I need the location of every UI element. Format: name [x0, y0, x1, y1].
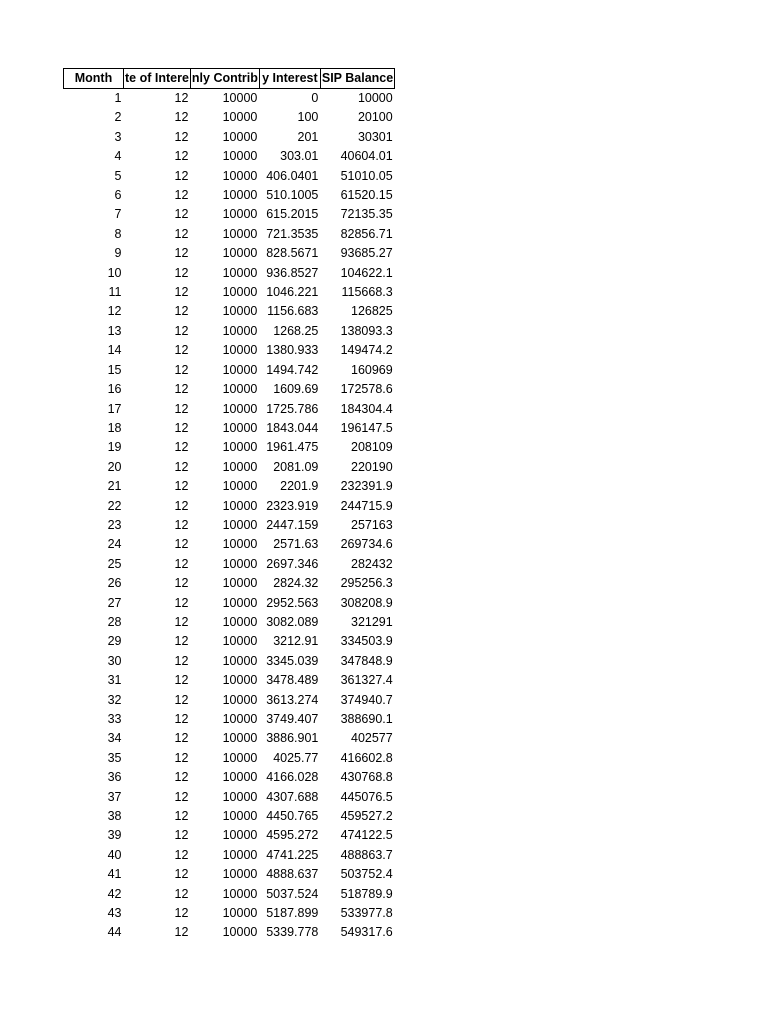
cell-interest: 1725.786 — [266, 401, 319, 416]
cell-month: 19 — [107, 440, 122, 455]
cell-rate: 12 — [174, 867, 189, 882]
table-row — [64, 497, 395, 516]
cell-rate: 12 — [174, 498, 189, 513]
cell-rate: 12 — [174, 149, 189, 164]
table-row — [64, 574, 395, 593]
header-month: Month — [64, 69, 124, 89]
cell-interest: 4741.225 — [266, 847, 319, 862]
cell-rate: 12 — [174, 614, 189, 629]
table-row — [64, 205, 395, 224]
cell-month: 44 — [107, 925, 122, 940]
table-row — [64, 594, 395, 613]
header-rate-of-interest: te of Intere — [124, 69, 191, 89]
cell-interest: 2447.159 — [266, 517, 319, 532]
cell-interest: 5037.524 — [266, 886, 319, 901]
cell-rate: 12 — [174, 770, 189, 785]
cell-month: 34 — [107, 731, 122, 746]
table-row — [64, 361, 395, 380]
cell-month: 3 — [114, 129, 122, 144]
cell-rate: 12 — [174, 556, 189, 571]
table-row — [64, 302, 395, 321]
cell-rate: 12 — [174, 789, 189, 804]
cell-balance: 402577 — [351, 731, 393, 746]
cell-balance: 347848.9 — [340, 653, 393, 668]
cell-balance: 518789.9 — [340, 886, 393, 901]
cell-contribution: 10000 — [222, 362, 258, 377]
table-row — [64, 613, 395, 632]
cell-rate: 12 — [174, 634, 189, 649]
cell-contribution: 10000 — [222, 576, 258, 591]
cell-interest: 2323.919 — [266, 498, 319, 513]
cell-rate: 12 — [174, 692, 189, 707]
header-monthly-contribution: nly Contrib — [190, 69, 259, 89]
cell-rate: 12 — [174, 925, 189, 940]
cell-contribution: 10000 — [222, 886, 258, 901]
table-row — [64, 244, 395, 263]
cell-interest: 406.0401 — [266, 168, 319, 183]
cell-rate: 12 — [174, 420, 189, 435]
cell-contribution: 10000 — [222, 420, 258, 435]
cell-interest: 303.01 — [280, 149, 319, 164]
cell-interest: 5187.899 — [266, 906, 319, 921]
cell-contribution: 10000 — [222, 440, 258, 455]
cell-interest: 1046.221 — [266, 285, 319, 300]
cell-balance: 196147.5 — [340, 420, 393, 435]
cell-interest: 1843.044 — [266, 420, 319, 435]
cell-rate: 12 — [174, 750, 189, 765]
cell-month: 18 — [107, 420, 122, 435]
cell-interest: 1961.475 — [266, 440, 319, 455]
cell-interest: 615.2015 — [266, 207, 319, 222]
cell-month: 35 — [107, 750, 122, 765]
cell-interest: 3478.489 — [266, 673, 319, 688]
cell-contribution: 10000 — [222, 712, 258, 726]
cell-contribution: 10000 — [222, 847, 258, 862]
table-row — [64, 749, 395, 768]
cell-month: 14 — [107, 343, 122, 358]
cell-month: 40 — [107, 847, 122, 862]
table-row — [64, 477, 395, 496]
cell-interest: 4595.272 — [266, 828, 319, 843]
cell-interest: 2571.63 — [273, 537, 319, 552]
cell-month: 4 — [114, 149, 122, 164]
cell-contribution: 10000 — [222, 556, 258, 571]
cell-balance: 282432 — [351, 556, 393, 571]
table-row — [64, 516, 395, 535]
cell-rate: 12 — [174, 847, 189, 862]
table-row — [64, 225, 395, 244]
cell-rate: 12 — [174, 517, 189, 532]
cell-interest: 1494.742 — [266, 362, 319, 377]
cell-balance: 51010.05 — [340, 168, 393, 183]
cell-contribution: 10000 — [222, 809, 258, 824]
cell-interest: 3082.089 — [266, 614, 319, 629]
cell-contribution: 10000 — [222, 226, 258, 241]
table-row — [64, 89, 395, 109]
cell-contribution: 10000 — [222, 129, 258, 144]
cell-interest: 5339.778 — [266, 925, 319, 940]
cell-interest: 2824.32 — [273, 576, 319, 591]
cell-contribution: 10000 — [222, 634, 258, 649]
cell-rate: 12 — [174, 362, 189, 377]
cell-balance: 220190 — [351, 459, 393, 474]
cell-contribution: 10000 — [222, 828, 258, 843]
cell-month: 24 — [107, 537, 122, 552]
cell-month: 16 — [107, 382, 122, 397]
cell-month: 8 — [114, 226, 122, 241]
cell-month: 12 — [107, 304, 122, 319]
table-row — [64, 186, 395, 205]
cell-contribution: 10000 — [222, 653, 258, 668]
cell-rate: 12 — [174, 595, 189, 610]
cell-contribution: 10000 — [222, 731, 258, 746]
cell-contribution: 10000 — [222, 382, 258, 397]
cell-rate: 12 — [174, 382, 189, 397]
cell-month: 26 — [107, 576, 122, 591]
table-row — [64, 283, 395, 302]
cell-interest: 3886.901 — [266, 731, 319, 746]
cell-balance: 445076.5 — [340, 789, 393, 804]
table-row — [64, 768, 395, 787]
cell-rate: 12 — [174, 226, 189, 241]
cell-interest: 2081.09 — [273, 459, 319, 474]
table-row — [64, 322, 395, 341]
table-row — [64, 904, 395, 923]
cell-balance: 149474.2 — [340, 343, 393, 358]
table-row — [64, 826, 395, 845]
cell-balance: 104622.1 — [340, 265, 393, 280]
cell-month: 17 — [107, 401, 122, 416]
cell-month: 6 — [114, 188, 122, 203]
cell-rate: 12 — [174, 459, 189, 474]
cell-rate: 12 — [174, 906, 189, 921]
cell-contribution: 10000 — [222, 168, 258, 183]
cell-contribution: 10000 — [222, 265, 258, 280]
cell-balance: 40604.01 — [340, 149, 393, 164]
cell-balance: 61520.15 — [340, 188, 393, 203]
cell-interest: 2952.563 — [266, 595, 319, 610]
cell-interest: 1268.25 — [273, 323, 319, 338]
table-row — [64, 671, 395, 690]
cell-rate: 12 — [174, 712, 189, 726]
table-row — [64, 128, 395, 147]
cell-contribution: 10000 — [222, 614, 258, 629]
cell-balance: 549317.6 — [340, 925, 393, 940]
cell-contribution: 10000 — [222, 770, 258, 785]
cell-contribution: 10000 — [222, 595, 258, 610]
cell-contribution: 10000 — [222, 925, 258, 940]
cell-interest: 3613.274 — [266, 692, 319, 707]
cell-month: 31 — [107, 673, 122, 688]
cell-rate: 12 — [174, 110, 189, 125]
cell-month: 41 — [107, 867, 122, 882]
sip-table — [63, 68, 395, 943]
cell-balance: 126825 — [351, 304, 393, 319]
cell-month: 30 — [107, 653, 122, 668]
cell-rate: 12 — [174, 207, 189, 222]
cell-month: 39 — [107, 828, 122, 843]
cell-month: 36 — [107, 770, 122, 785]
cell-balance: 208109 — [351, 440, 393, 455]
cell-rate: 12 — [174, 537, 189, 552]
cell-rate: 12 — [174, 91, 189, 105]
cell-interest: 4450.765 — [266, 809, 319, 824]
cell-contribution: 10000 — [222, 285, 258, 300]
cell-rate: 12 — [174, 129, 189, 144]
cell-balance: 184304.4 — [340, 401, 393, 416]
table-row — [64, 691, 395, 710]
cell-rate: 12 — [174, 304, 189, 319]
cell-balance: 30301 — [357, 129, 393, 144]
cell-contribution: 10000 — [222, 692, 258, 707]
cell-rate: 12 — [174, 401, 189, 416]
cell-month: 43 — [107, 906, 122, 921]
cell-interest: 936.8527 — [266, 265, 319, 280]
table-row — [64, 380, 395, 399]
cell-interest: 201 — [297, 129, 319, 144]
cell-balance: 474122.5 — [340, 828, 393, 843]
cell-interest: 2697.346 — [266, 556, 319, 571]
table-row — [64, 147, 395, 166]
cell-rate: 12 — [174, 246, 189, 261]
cell-interest: 1380.933 — [266, 343, 319, 358]
table-row — [64, 419, 395, 438]
cell-contribution: 10000 — [222, 750, 258, 765]
table-row — [64, 652, 395, 671]
cell-contribution: 10000 — [222, 246, 258, 261]
cell-month: 13 — [107, 323, 122, 338]
table-row — [64, 788, 395, 807]
cell-interest: 3749.407 — [266, 712, 319, 726]
cell-interest: 100 — [297, 110, 319, 125]
cell-month: 11 — [108, 285, 122, 300]
cell-rate: 12 — [174, 886, 189, 901]
table-row — [64, 807, 395, 826]
table-row — [64, 846, 395, 865]
table-row — [64, 632, 395, 651]
cell-contribution: 10000 — [222, 498, 258, 513]
cell-month: 10 — [107, 265, 122, 280]
cell-rate: 12 — [174, 576, 189, 591]
cell-rate: 12 — [174, 731, 189, 746]
table-row — [64, 341, 395, 360]
cell-month: 37 — [107, 789, 122, 804]
cell-balance: 488863.7 — [340, 847, 393, 862]
cell-rate: 12 — [174, 479, 189, 494]
cell-month: 28 — [107, 614, 122, 629]
cell-balance: 334503.9 — [340, 634, 393, 649]
table-row — [64, 555, 395, 574]
table-row — [64, 167, 395, 186]
cell-contribution: 10000 — [222, 91, 258, 105]
cell-contribution: 10000 — [222, 207, 258, 222]
table-row — [64, 885, 395, 904]
cell-month: 32 — [107, 692, 122, 707]
cell-rate: 12 — [174, 323, 189, 338]
cell-contribution: 10000 — [222, 537, 258, 552]
cell-month: 23 — [107, 517, 122, 532]
cell-contribution: 10000 — [222, 149, 258, 164]
cell-balance: 430768.8 — [340, 770, 393, 785]
table-body — [64, 89, 395, 943]
cell-month: 29 — [107, 634, 122, 649]
cell-rate: 12 — [174, 809, 189, 824]
cell-balance: 295256.3 — [340, 576, 393, 591]
cell-month: 15 — [107, 362, 122, 377]
cell-rate: 12 — [174, 188, 189, 203]
cell-contribution: 10000 — [222, 479, 258, 494]
cell-balance: 269734.6 — [340, 537, 393, 552]
cell-rate: 12 — [174, 440, 189, 455]
cell-contribution: 10000 — [222, 188, 258, 203]
cell-balance: 321291 — [351, 614, 393, 629]
cell-contribution: 10000 — [222, 867, 258, 882]
cell-interest: 3345.039 — [266, 653, 319, 668]
cell-balance: 361327.4 — [340, 673, 393, 688]
table-row — [64, 923, 395, 942]
table-row — [64, 400, 395, 419]
cell-month: 2 — [114, 110, 122, 125]
cell-month: 25 — [107, 556, 122, 571]
cell-interest: 2201.9 — [280, 479, 319, 494]
cell-balance: 138093.3 — [340, 323, 393, 338]
cell-rate: 12 — [174, 673, 189, 688]
cell-balance: 93685.27 — [340, 246, 393, 261]
cell-balance: 503752.4 — [340, 867, 393, 882]
cell-interest: 4888.637 — [266, 867, 319, 882]
cell-balance: 72135.35 — [340, 207, 393, 222]
header-sip-balance: SIP Balance — [320, 69, 394, 89]
cell-contribution: 10000 — [222, 459, 258, 474]
table-row — [64, 865, 395, 884]
cell-month: 1 — [114, 91, 122, 105]
cell-balance: 388690.1 — [340, 712, 393, 726]
cell-balance: 232391.9 — [340, 479, 393, 494]
cell-month: 21 — [107, 479, 122, 494]
cell-month: 33 — [107, 712, 122, 726]
table-row — [64, 535, 395, 554]
cell-interest: 721.3535 — [266, 226, 319, 241]
cell-interest: 1609.69 — [273, 382, 319, 397]
cell-month: 7 — [114, 207, 122, 222]
cell-month: 27 — [107, 595, 122, 610]
cell-interest: 0 — [311, 91, 319, 105]
cell-rate: 12 — [174, 828, 189, 843]
cell-balance: 533977.8 — [340, 906, 393, 921]
cell-contribution: 10000 — [222, 304, 258, 319]
cell-contribution: 10000 — [222, 110, 258, 125]
header-monthly-interest: y Interest — [259, 69, 320, 89]
header-row — [64, 69, 395, 89]
cell-interest: 4307.688 — [266, 789, 319, 804]
cell-interest: 3212.91 — [273, 634, 319, 649]
cell-rate: 12 — [174, 285, 189, 300]
table-row — [64, 264, 395, 283]
cell-contribution: 10000 — [222, 789, 258, 804]
cell-contribution: 10000 — [222, 323, 258, 338]
cell-interest: 1156.683 — [267, 304, 319, 319]
cell-month: 22 — [107, 498, 122, 513]
cell-rate: 12 — [174, 265, 189, 280]
cell-month: 38 — [107, 809, 122, 824]
cell-contribution: 10000 — [222, 517, 258, 532]
cell-interest: 828.5671 — [266, 246, 319, 261]
cell-contribution: 10000 — [222, 343, 258, 358]
cell-balance: 244715.9 — [340, 498, 393, 513]
cell-balance: 82856.71 — [340, 226, 393, 241]
cell-interest: 4025.77 — [273, 750, 319, 765]
table-row — [64, 458, 395, 477]
cell-balance: 416602.8 — [340, 750, 393, 765]
cell-balance: 20100 — [357, 110, 393, 125]
cell-rate: 12 — [174, 168, 189, 183]
cell-rate: 12 — [174, 343, 189, 358]
cell-balance: 308208.9 — [340, 595, 393, 610]
cell-interest: 4166.028 — [266, 770, 319, 785]
cell-balance: 459527.2 — [340, 809, 393, 824]
cell-balance: 115668.3 — [341, 285, 393, 300]
cell-month: 42 — [107, 886, 122, 901]
cell-balance: 257163 — [351, 517, 393, 532]
cell-contribution: 10000 — [222, 401, 258, 416]
cell-month: 5 — [114, 168, 122, 183]
cell-contribution: 10000 — [222, 673, 258, 688]
table-row — [64, 438, 395, 457]
cell-month: 9 — [114, 246, 122, 261]
cell-balance: 160969 — [351, 362, 393, 377]
cell-balance: 374940.7 — [340, 692, 393, 707]
cell-interest: 510.1005 — [266, 188, 319, 203]
cell-rate: 12 — [174, 653, 189, 668]
table-row — [64, 710, 395, 729]
cell-balance: 172578.6 — [340, 382, 393, 397]
table-row — [64, 108, 395, 127]
cell-balance: 10000 — [357, 91, 393, 105]
table-row — [64, 729, 395, 748]
cell-month: 20 — [107, 459, 122, 474]
cell-contribution: 10000 — [222, 906, 258, 921]
